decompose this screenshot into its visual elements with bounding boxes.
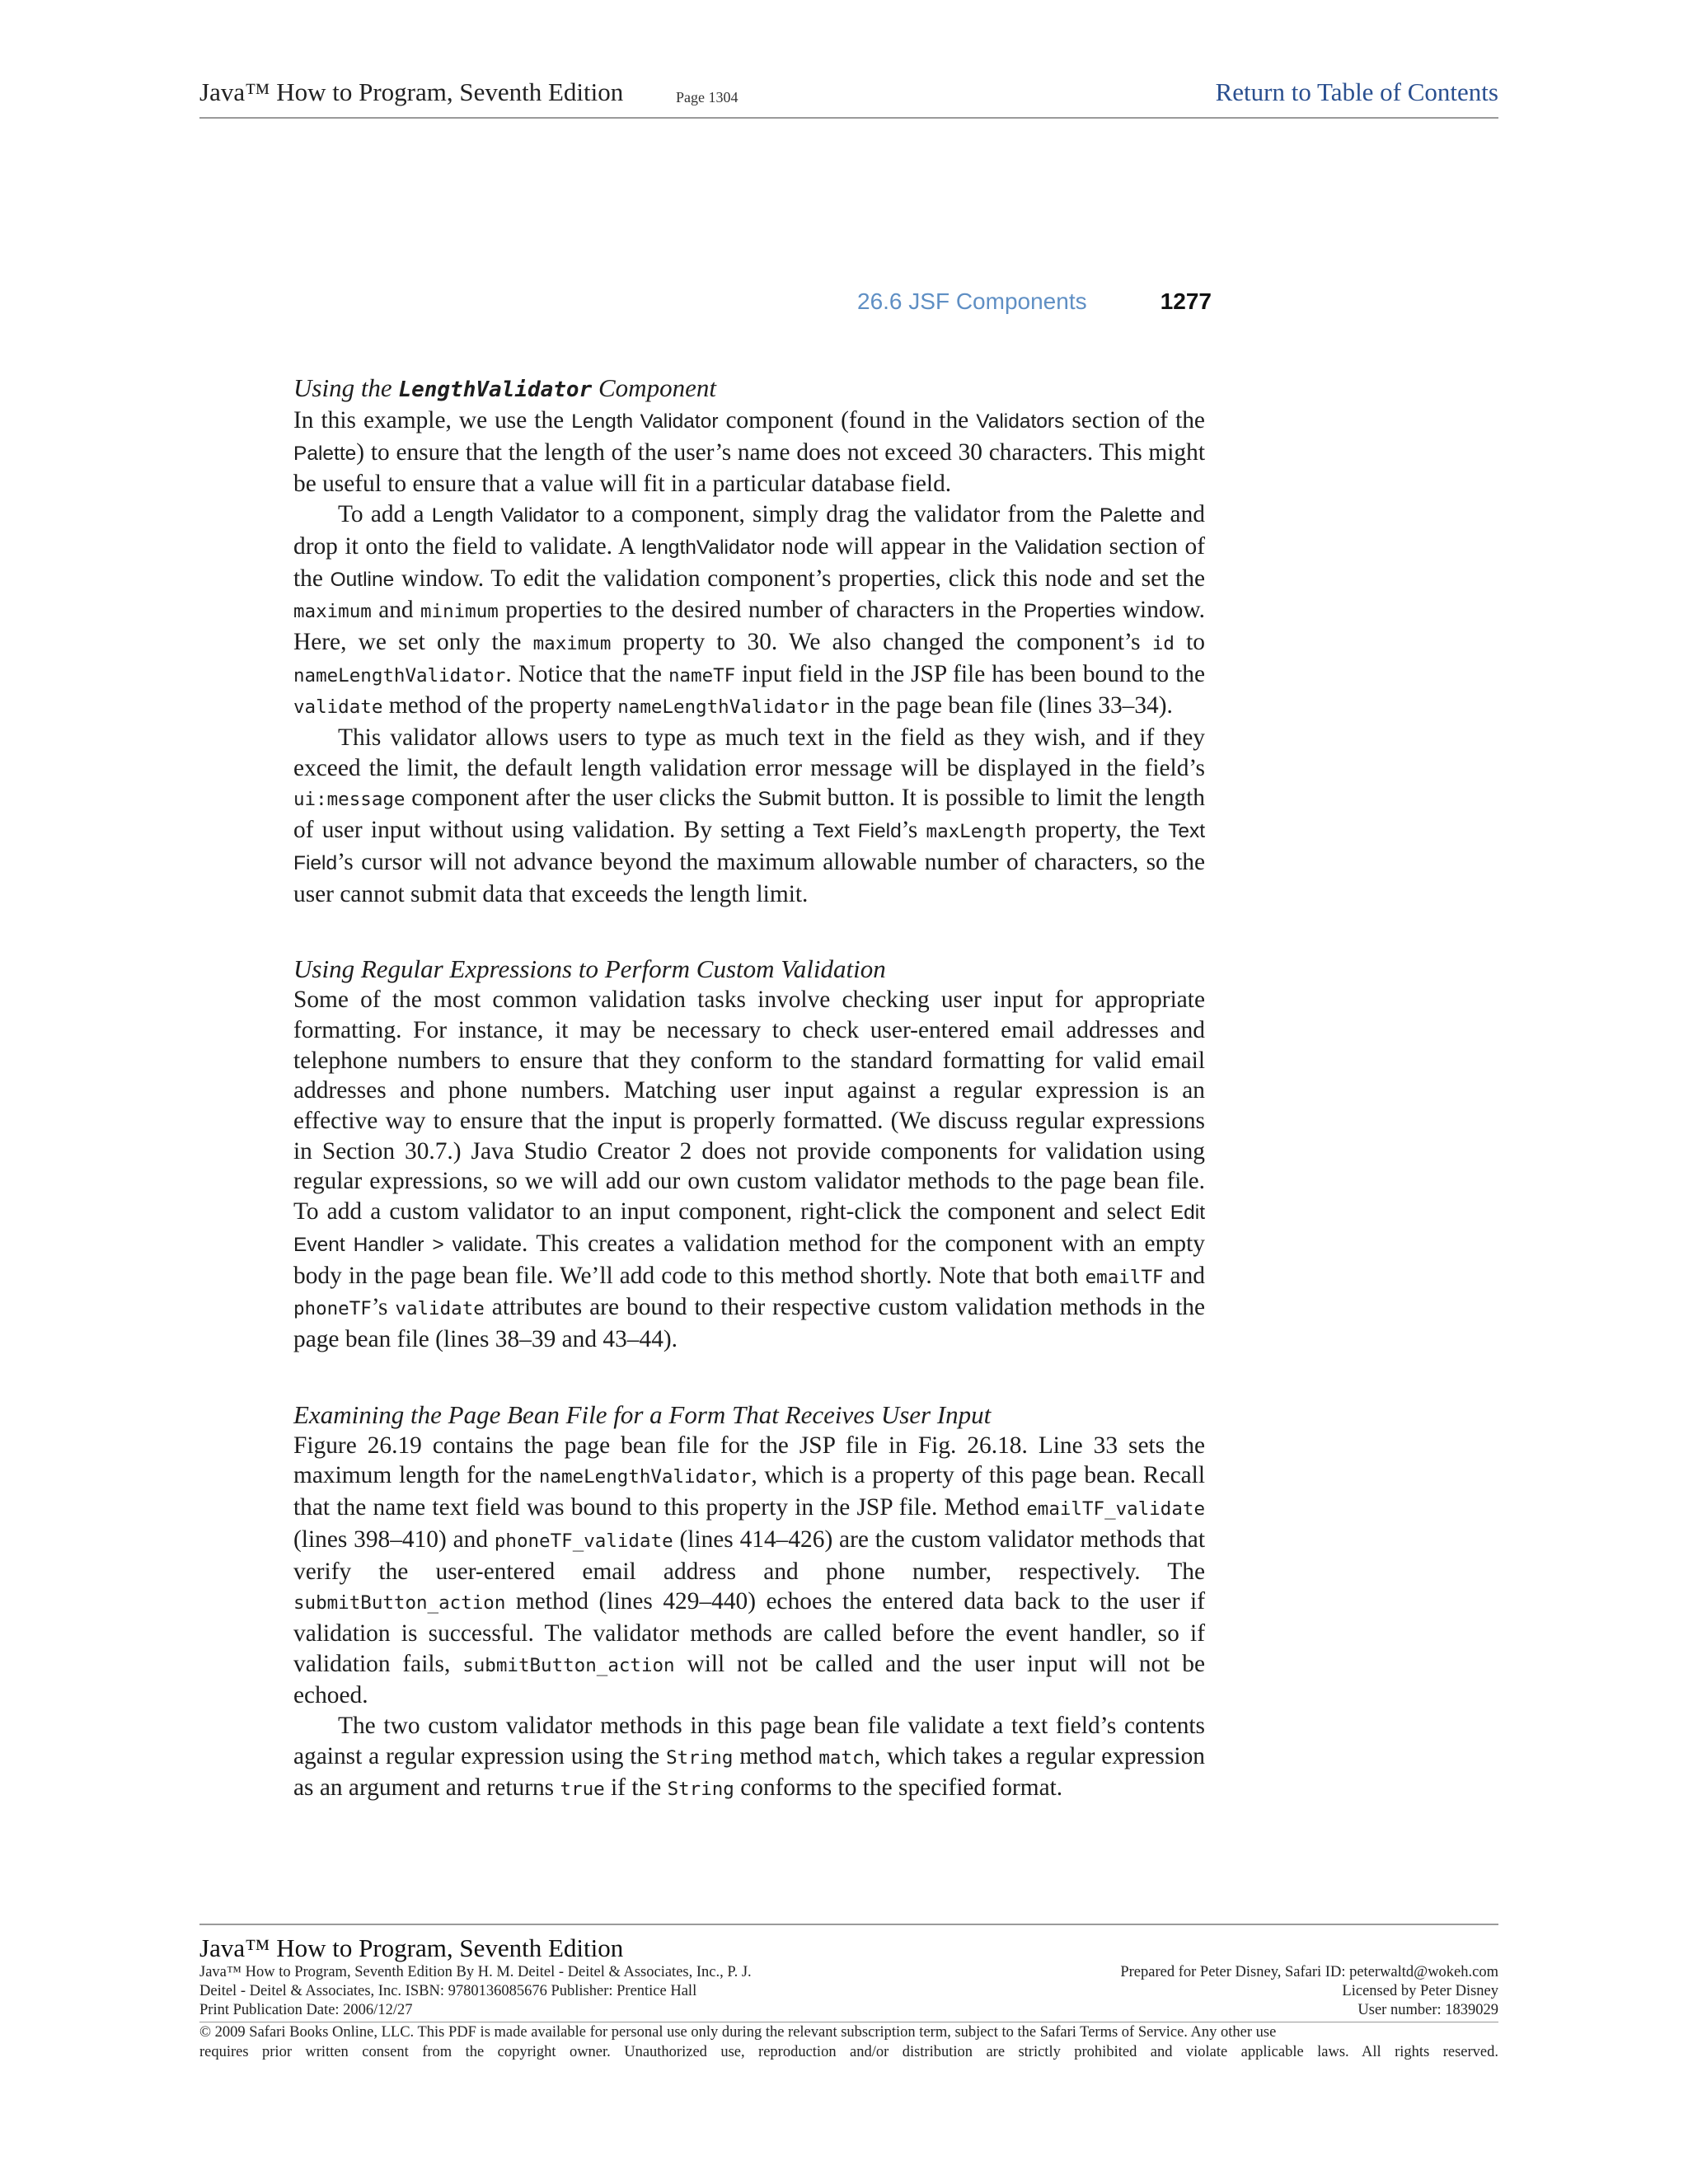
paragraph: [293, 405, 1205, 499]
text-run: attributes are bound to their respective custom validation methods in the page bean file (lines 38–39 and 43–44).: [293, 1294, 1205, 1352]
book-title: Java™ How to Program, Seventh Edition: [199, 77, 624, 106]
text-run: component (found in the: [718, 407, 977, 434]
page-body: [293, 373, 1205, 1805]
footer-publication-date: Print Publication Date: 2006/12/27: [199, 2002, 413, 2018]
text-run: window. To edit the validation component’s properties, click this node and set the: [394, 565, 1205, 592]
footer-isbn-line: Deitel - Deitel & Associates, Inc. ISBN: 9780136085676 Publisher: Prentice Hall: [199, 1983, 697, 1999]
code-term: maximum: [293, 601, 372, 623]
code-term: nameLengthValidator: [293, 664, 506, 687]
ui-term: Edit Event Handler > validate: [293, 1202, 1205, 1256]
ui-term: Length Validator: [571, 410, 719, 433]
text-run: ’s: [371, 1294, 396, 1321]
code-term: validate: [293, 696, 383, 719]
ui-term: Palette: [1100, 504, 1163, 527]
code-term: submitButton_action: [462, 1654, 675, 1676]
code-term: maximum: [532, 632, 612, 654]
footer-licensed-by: Licensed by Peter Disney: [1342, 1983, 1498, 1999]
ui-term: Palette: [293, 442, 357, 465]
text-run: (lines 398–410) and: [293, 1526, 495, 1553]
text-run: component after the user clicks the: [405, 785, 758, 812]
ui-term: Validators: [976, 410, 1065, 433]
text-run: ’s: [901, 817, 926, 844]
footer-prepared-for: Prepared for Peter Disney, Safari ID: peterwaltd@wokeh.com: [1120, 1964, 1498, 1980]
top-header: [199, 73, 1498, 119]
text-run: method (lines 429–440) echoes the entered data back to the user if validation is successful. The validator methods are called before the event handler, so if validation fails,: [293, 1588, 1205, 1677]
heading-code: LengthValidator: [398, 377, 593, 402]
copyright-line: requires prior written consent from the copyright owner. Unauthorized use, reproduction and/or distribution are strictly prohibited and violate applicable laws. All rights reserved.: [199, 2044, 1498, 2060]
footer-row: [199, 2001, 1498, 2020]
section-regular-expressions: [293, 954, 1205, 1354]
page-footer: [199, 1924, 1498, 2062]
running-head-section: 26.6 JSF Components: [857, 288, 1087, 314]
text-run: and: [1163, 1262, 1205, 1289]
text-run: input field in the JSP file has been bound to the: [735, 660, 1205, 687]
ui-term: Text Field: [293, 820, 1205, 874]
ui-term: Text Field: [812, 820, 902, 843]
code-term: id: [1151, 632, 1175, 654]
text-run: method of the property: [382, 692, 618, 719]
text-run: To add a: [338, 501, 432, 528]
text-run: to: [1174, 628, 1205, 655]
text-run: ’s cursor will not advance beyond the maximum allowable number of characters, so the user cannot submit data that exceeds the length limit.: [293, 848, 1205, 907]
text-run: to a component, simply drag the validator from the: [579, 501, 1100, 528]
footer-row: [199, 1963, 1498, 1982]
text-run: (lines 414–426) are the custom validator methods that verify the user-entered email address and phone number, respectively. The: [293, 1526, 1205, 1585]
code-term: String: [666, 1746, 734, 1769]
code-term: nameLengthValidator: [617, 696, 830, 719]
footer-divider: [199, 1924, 1498, 1925]
text-run: This validator allows users to type as much text in the field as they wish, and if they exceed the limit, the default length validation error message will be displayed in the field’s: [293, 724, 1205, 781]
section-page-bean-file: [293, 1399, 1205, 1805]
code-term: validate: [395, 1298, 485, 1320]
return-to-toc-link[interactable]: Return to Table of Contents: [1215, 77, 1498, 106]
code-term: String: [667, 1779, 734, 1801]
code-term: nameTF: [668, 664, 736, 687]
text-run: ) to ensure that the length of the user’s name does not exceed 30 characters. This might be useful to ensure that a value will fit in a particular database field.: [293, 438, 1205, 498]
code-term: emailTF_validate: [1026, 1498, 1205, 1521]
text-run: property to 30. We also changed the component’s: [611, 628, 1152, 655]
paragraph: [293, 499, 1205, 723]
ui-term: Length Validator: [431, 504, 579, 527]
paragraph: [293, 723, 1205, 909]
text-run: and: [371, 597, 420, 624]
text-run: in the page bean file (lines 33–34).: [829, 692, 1173, 719]
ui-term: Validation: [1015, 536, 1103, 559]
running-head: [857, 288, 1212, 321]
text-run: node will appear in the: [774, 532, 1015, 560]
text-run: , which is a property of this page bean. Recall that the name text field was bound to this property in the JSP file. Method: [293, 1462, 1205, 1521]
text-run: Figure 26.19 contains the page bean file for the JSP file in Fig. 26.18. Line 33 sets the maximum length for the: [293, 1432, 1205, 1489]
footer-book-title: Java™ How to Program, Seventh Edition: [199, 1933, 624, 1962]
section-heading: [293, 373, 1205, 405]
text-run: section of the: [1064, 407, 1205, 434]
paragraph: [293, 1711, 1205, 1805]
text-run: . This creates a validation method for the component with an empty body in the page bean file. We’ll add code to this method shortly. Note that both: [293, 1230, 1205, 1289]
heading-text-end: Component: [592, 373, 716, 402]
code-term: maxLength: [926, 821, 1027, 843]
section-heading: Examining the Page Bean File for a Form That Receives User Input: [293, 1399, 992, 1429]
paragraph: [293, 985, 1205, 1354]
code-term: ui:message: [293, 789, 406, 811]
text-run: The two custom validator methods in this page bean file validate a text field’s contents against a regular expression using the: [293, 1713, 1205, 1769]
ui-term: Submit: [757, 788, 821, 811]
text-run: In this example, we use the: [293, 407, 572, 434]
ui-term: lengthValidator: [641, 536, 775, 559]
footer-row: [199, 1982, 1498, 2001]
text-run: and drop it onto the field to validate. A: [293, 501, 1205, 560]
code-term: minimum: [420, 601, 499, 623]
text-run: , which takes a regular expression as an argument and returns: [293, 1742, 1205, 1802]
text-run: section of the: [293, 532, 1205, 592]
text-run: property, the: [1026, 817, 1169, 844]
text-run: method: [733, 1742, 819, 1769]
footer-author-line: Java™ How to Program, Seventh Edition By H. M. Deitel - Deitel & Associates, Inc., P. J.: [199, 1964, 752, 1980]
ui-term: Properties: [1023, 600, 1116, 623]
section-length-validator: [293, 373, 1205, 909]
footer-user-number: User number: 1839029: [1357, 2002, 1498, 2018]
code-term: submitButton_action: [293, 1592, 506, 1615]
text-run: window. Here, we set only the: [293, 597, 1205, 655]
code-term: phoneTF_validate: [494, 1530, 673, 1552]
code-term: emailTF: [1085, 1266, 1164, 1288]
text-run: if the: [604, 1774, 668, 1802]
text-run: button. It is possible to limit the length of user input without using validation. By setting a: [293, 785, 1205, 844]
code-term: phoneTF: [293, 1298, 372, 1320]
text-run: will not be called and the user input will not be echoed.: [293, 1650, 1206, 1709]
paragraph: [293, 1431, 1205, 1711]
header-page-label: Page 1304: [676, 89, 738, 105]
code-term: nameLengthValidator: [538, 1466, 752, 1488]
text-run: properties to the desired number of characters in the: [498, 597, 1024, 624]
code-term: true: [560, 1779, 605, 1801]
code-term: match: [818, 1746, 875, 1769]
heading-text: Using the: [293, 373, 399, 402]
text-run: Some of the most common validation tasks involve checking user input for appropriate formatting. For instance, it may be necessary to check user-entered email addresses and telephone numbers to ensure that they conform to the standard formatting for valid email addresses and phone numbers. Matching user input against a regular expression is an effective way to ensure that the input is properly formatted. (We discuss regular expressions in Section 30.7.) Java Studio Creator 2 does not provide components for validation using regular expressions, so we will add our own custom validator methods to the page bean file. To add a custom validator to an input component, right-click the component and select: [293, 987, 1205, 1226]
text-run: . Notice that the: [505, 660, 668, 687]
ui-term: Outline: [330, 568, 395, 591]
text-run: conforms to the specified format.: [734, 1774, 1063, 1802]
section-heading: Using Regular Expressions to Perform Custom Validation: [293, 954, 886, 984]
running-head-page-number: 1277: [1160, 288, 1212, 314]
copyright-line: © 2009 Safari Books Online, LLC. This PDF is made available for personal use only during the relevant subscription term, subject to the Safari Terms of Service. Any other use: [199, 2024, 1277, 2041]
